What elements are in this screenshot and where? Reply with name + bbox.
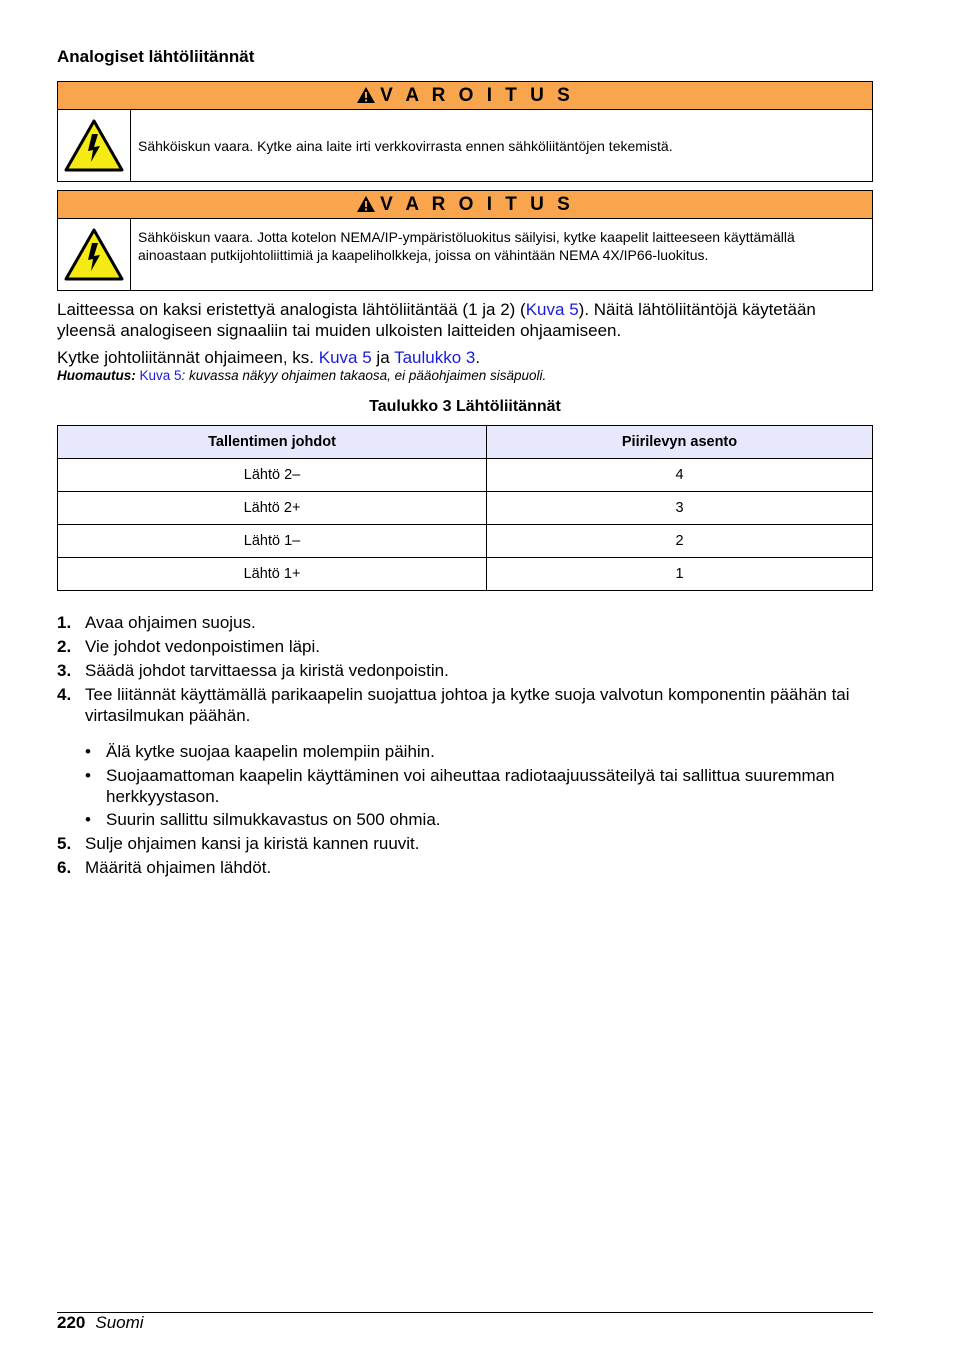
- warning-triangle-icon: [356, 85, 376, 112]
- column-header: Tallentimen johdot: [58, 426, 487, 459]
- table-caption: Taulukko 3 Lähtöliitännät: [369, 398, 561, 415]
- page-number: 220: [57, 1313, 86, 1332]
- table-cell: 1: [487, 558, 873, 591]
- electric-shock-warning-icon: [58, 110, 131, 181]
- column-header: Piirilevyn asento: [487, 426, 873, 459]
- figure-link[interactable]: Kuva 5: [525, 300, 579, 319]
- table-cell: Lähtö 2+: [58, 492, 487, 525]
- step-number: 3.: [57, 661, 72, 680]
- outputs-table: [57, 425, 873, 591]
- section-title: Analogiset lähtöliitännät: [57, 47, 255, 66]
- note: [57, 368, 546, 383]
- connection-text: ja: [371, 348, 395, 367]
- step-number: 6.: [57, 858, 72, 877]
- warning-box-2: [57, 190, 873, 291]
- warning-heading: V A R O I T U S: [380, 85, 574, 106]
- note-label: Huomautus:: [57, 368, 136, 383]
- table-row: [58, 492, 873, 525]
- intro-text: Laitteessa on kaksi eristettyä analogista lähtöliitäntää (1 ja 2) (: [57, 300, 526, 319]
- bullet-dot: •: [85, 742, 91, 761]
- warning-text: Sähköiskun vaara. Kytke aina laite irti verkkovirrasta ennen sähköliitäntöjen tekemistä.: [138, 137, 673, 154]
- intro-paragraph: [57, 299, 873, 341]
- footer-language: Suomi: [95, 1313, 144, 1332]
- bullet-dot: •: [85, 810, 91, 829]
- bullet-text: Suurin sallittu silmukkavastus on 500 ohmia.: [106, 810, 441, 829]
- warning-triangle-icon: [356, 194, 376, 221]
- table-header-row: [58, 426, 873, 459]
- table-cell: 4: [487, 459, 873, 492]
- warning-text: Sähköiskun vaara. Jotta kotelon NEMA/IP-ympäristöluokitus säilyisi, kytke kaapelit laitteeseen käyttämällä ainoastaan putkijohtoliittimiä ja kaapeliholkkeja, joissa on vähintään NEMA 4X/IP66-luokitus.: [138, 229, 795, 263]
- step-number: 5.: [57, 834, 72, 853]
- step-text: Sulje ohjaimen kansi ja kiristä kannen ruuvit.: [85, 834, 420, 853]
- intro-text: ). Näitä lähtöliitäntöjä käytetään yleensä analogiseen signaaliin tai muiden ulkoisten laitteiden ohjaamiseen.: [57, 300, 816, 340]
- bullet-dot: •: [85, 766, 91, 785]
- bullet-text: Älä kytke suojaa kaapelin molempiin päihin.: [106, 742, 435, 761]
- warning-heading: V A R O I T U S: [380, 194, 574, 215]
- step-text: Säädä johdot tarvittaessa ja kiristä vedonpoistin.: [85, 661, 449, 680]
- table-cell: Lähtö 1+: [58, 558, 487, 591]
- bullet-text: Suojaamattoman kaapelin käyttäminen voi aiheuttaa radiotaajuussäteilyä tai sallittua suuremman herkkyystason.: [106, 766, 835, 806]
- table-row: [58, 459, 873, 492]
- step-text: Vie johdot vedonpoistimen läpi.: [85, 637, 321, 656]
- warning-box-1: [57, 81, 873, 182]
- step-text: Avaa ohjaimen suojus.: [85, 613, 256, 632]
- step-number: 1.: [57, 613, 72, 632]
- note-text: : kuvassa näkyy ohjaimen takaosa, ei pääohjaimen sisäpuoli.: [181, 368, 547, 383]
- table-link[interactable]: Taulukko 3: [394, 348, 476, 367]
- table-cell: 2: [487, 525, 873, 558]
- table-row: [58, 558, 873, 591]
- step-text: Määritä ohjaimen lähdöt.: [85, 858, 272, 877]
- connection-paragraph: [57, 347, 873, 368]
- warning-header: [58, 191, 872, 219]
- step-text: Tee liitännät käyttämällä parikaapelin suojattua johtoa ja kytke suoja valvotun komponentin päähän tai virtasilmukan päähän.: [85, 685, 850, 725]
- table-cell: Lähtö 1–: [58, 525, 487, 558]
- electric-shock-warning-icon: [58, 219, 131, 290]
- page-footer: [57, 1313, 144, 1333]
- connection-text: Kytke johtoliitännät ohjaimeen, ks.: [57, 348, 319, 367]
- figure-link[interactable]: Kuva 5: [318, 348, 372, 367]
- table-row: [58, 525, 873, 558]
- step-number: 2.: [57, 637, 72, 656]
- table-cell: 3: [487, 492, 873, 525]
- footer-divider: [57, 1312, 873, 1313]
- table-cell: Lähtö 2–: [58, 459, 487, 492]
- warning-header: [58, 82, 872, 110]
- connection-text: .: [475, 348, 481, 367]
- figure-link[interactable]: Kuva 5: [139, 368, 182, 383]
- step-number: 4.: [57, 685, 72, 704]
